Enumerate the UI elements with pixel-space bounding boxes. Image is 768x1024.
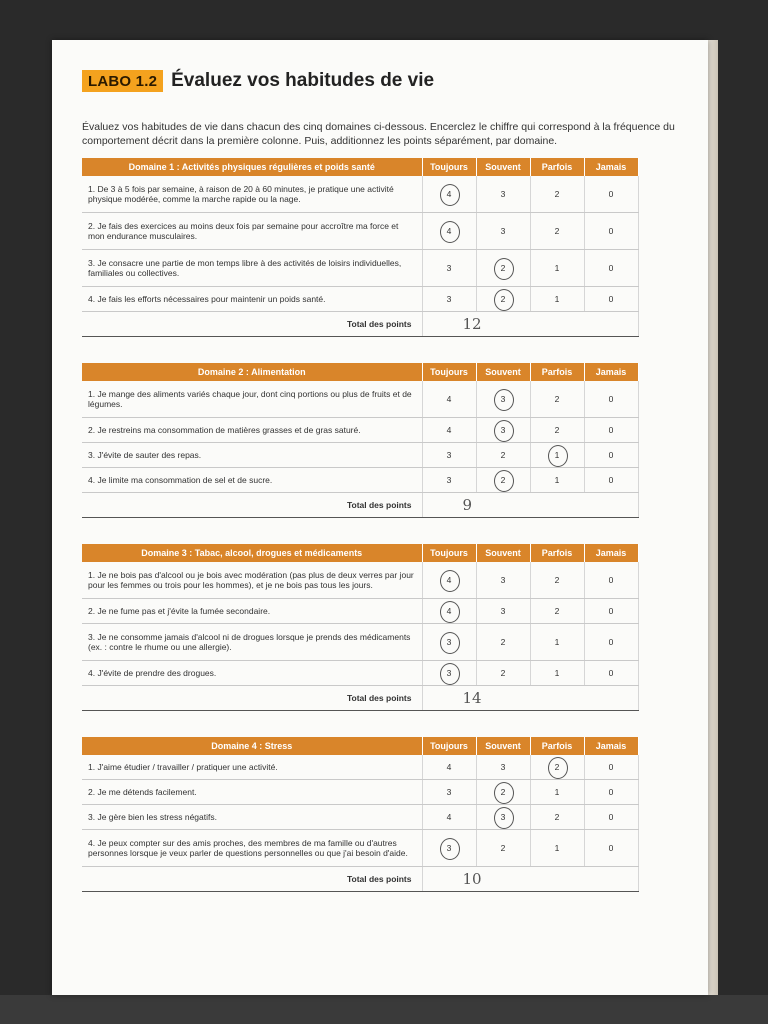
behavior-row bbox=[82, 250, 638, 287]
behavior-row bbox=[82, 624, 638, 661]
score-option[interactable]: 2 bbox=[530, 805, 584, 830]
domain-table bbox=[82, 158, 639, 337]
title-row bbox=[82, 70, 678, 92]
score-option[interactable]: 0 bbox=[584, 213, 638, 250]
behavior-text: 2. Je fais des exercices au moins deux fois par semaine pour accroître ma force et mon endurance musculaires. bbox=[82, 213, 422, 250]
frequency-column-header: Parfois bbox=[530, 737, 584, 755]
score-option[interactable]: 1 bbox=[530, 661, 584, 686]
frequency-column-header: Souvent bbox=[476, 737, 530, 755]
score-option-circled[interactable]: 4 bbox=[422, 562, 476, 599]
score-option[interactable]: 2 bbox=[476, 661, 530, 686]
score-option[interactable]: 2 bbox=[530, 176, 584, 213]
score-option[interactable]: 3 bbox=[422, 780, 476, 805]
frequency-column-header: Parfois bbox=[530, 544, 584, 562]
total-label: Total des points bbox=[82, 686, 422, 711]
table-gap bbox=[82, 711, 678, 727]
score-option[interactable]: 3 bbox=[476, 755, 530, 780]
score-option-circled[interactable]: 1 bbox=[530, 443, 584, 468]
total-row bbox=[82, 867, 638, 892]
behavior-text: 3. Je gère bien les stress négatifs. bbox=[82, 805, 422, 830]
score-option[interactable]: 2 bbox=[476, 624, 530, 661]
behavior-text: 2. Je ne fume pas et j'évite la fumée secondaire. bbox=[82, 599, 422, 624]
behavior-text: 1. Je ne bois pas d'alcool ou je bois avec modération (pas plus de deux verres par jour pour les femmes ou trois pour les hommes), et je ne bois pas tous les jours. bbox=[82, 562, 422, 599]
worksheet-page bbox=[52, 40, 708, 995]
behavior-text: 2. Je me détends facilement. bbox=[82, 780, 422, 805]
frequency-column-header: Parfois bbox=[530, 363, 584, 381]
score-option[interactable]: 3 bbox=[476, 562, 530, 599]
behavior-row bbox=[82, 418, 638, 443]
score-option-circled[interactable]: 2 bbox=[476, 468, 530, 493]
page-title: Évaluez vos habitudes de vie bbox=[171, 70, 435, 91]
behavior-row bbox=[82, 287, 638, 312]
behavior-row bbox=[82, 780, 638, 805]
score-option[interactable]: 0 bbox=[584, 381, 638, 418]
score-option[interactable]: 4 bbox=[422, 418, 476, 443]
behavior-text: 2. Je restreins ma consommation de matières grasses et de gras saturé. bbox=[82, 418, 422, 443]
behavior-row bbox=[82, 443, 638, 468]
score-option[interactable]: 0 bbox=[584, 599, 638, 624]
domain-tables bbox=[82, 158, 678, 892]
desk-background bbox=[0, 995, 768, 1024]
domain-table bbox=[82, 737, 639, 892]
score-option[interactable]: 3 bbox=[476, 213, 530, 250]
score-option[interactable]: 1 bbox=[530, 250, 584, 287]
score-option[interactable]: 3 bbox=[422, 443, 476, 468]
behavior-row bbox=[82, 176, 638, 213]
score-option-circled[interactable]: 2 bbox=[530, 755, 584, 780]
score-option[interactable]: 2 bbox=[530, 213, 584, 250]
domain-title: Domaine 1 : Activités physiques régulières et poids santé bbox=[82, 158, 422, 176]
domain-table bbox=[82, 363, 639, 518]
score-option-circled[interactable]: 3 bbox=[476, 381, 530, 418]
total-label: Total des points bbox=[82, 867, 422, 892]
frequency-column-header: Toujours bbox=[422, 158, 476, 176]
frequency-column-header: Toujours bbox=[422, 363, 476, 381]
score-option[interactable]: 0 bbox=[584, 805, 638, 830]
score-option-circled[interactable]: 4 bbox=[422, 599, 476, 624]
score-option[interactable]: 2 bbox=[530, 599, 584, 624]
score-option[interactable]: 0 bbox=[584, 624, 638, 661]
behavior-row bbox=[82, 381, 638, 418]
labo-badge: LABO 1.2 bbox=[82, 70, 163, 92]
total-value-handwritten[interactable]: 10 bbox=[422, 867, 638, 892]
page-edge bbox=[708, 40, 718, 995]
total-value-handwritten[interactable]: 14 bbox=[422, 686, 638, 711]
behavior-row bbox=[82, 562, 638, 599]
score-option[interactable]: 2 bbox=[530, 562, 584, 599]
behavior-text: 3. J'évite de sauter des repas. bbox=[82, 443, 422, 468]
frequency-column-header: Souvent bbox=[476, 158, 530, 176]
frequency-column-header: Souvent bbox=[476, 544, 530, 562]
score-option[interactable]: 2 bbox=[476, 443, 530, 468]
score-option[interactable]: 0 bbox=[584, 287, 638, 312]
score-option[interactable]: 1 bbox=[530, 780, 584, 805]
table-gap bbox=[82, 518, 678, 534]
score-option[interactable]: 3 bbox=[422, 287, 476, 312]
score-option[interactable]: 0 bbox=[584, 443, 638, 468]
score-option-circled[interactable]: 3 bbox=[422, 830, 476, 867]
total-value-handwritten[interactable]: 12 bbox=[422, 312, 638, 337]
score-option-circled[interactable]: 3 bbox=[422, 624, 476, 661]
domain-table bbox=[82, 544, 639, 711]
frequency-column-header: Parfois bbox=[530, 158, 584, 176]
score-option[interactable]: 0 bbox=[584, 250, 638, 287]
worksheet-content bbox=[82, 70, 678, 892]
domain-title: Domaine 4 : Stress bbox=[82, 737, 422, 755]
score-option[interactable]: 3 bbox=[422, 250, 476, 287]
score-option[interactable]: 3 bbox=[422, 468, 476, 493]
frequency-column-header: Jamais bbox=[584, 737, 638, 755]
score-option[interactable]: 2 bbox=[476, 830, 530, 867]
table-gap bbox=[82, 337, 678, 353]
score-option-circled[interactable]: 2 bbox=[476, 250, 530, 287]
score-option[interactable]: 0 bbox=[584, 755, 638, 780]
behavior-row bbox=[82, 213, 638, 250]
behavior-row bbox=[82, 599, 638, 624]
score-option[interactable]: 4 bbox=[422, 755, 476, 780]
frequency-column-header: Souvent bbox=[476, 363, 530, 381]
behavior-text: 1. J'aime étudier / travailler / pratiquer une activité. bbox=[82, 755, 422, 780]
score-option[interactable]: 1 bbox=[530, 468, 584, 493]
score-option[interactable]: 3 bbox=[476, 599, 530, 624]
frequency-column-header: Toujours bbox=[422, 737, 476, 755]
frequency-column-header: Jamais bbox=[584, 363, 638, 381]
behavior-row bbox=[82, 468, 638, 493]
behavior-text: 4. Je fais les efforts nécessaires pour maintenir un poids santé. bbox=[82, 287, 422, 312]
score-option[interactable]: 1 bbox=[530, 287, 584, 312]
score-option-circled[interactable]: 2 bbox=[476, 780, 530, 805]
behavior-text: 3. Je consacre une partie de mon temps libre à des activités de loisirs individuelles, familiales ou collectives. bbox=[82, 250, 422, 287]
score-option-circled[interactable]: 3 bbox=[476, 418, 530, 443]
score-option[interactable]: 3 bbox=[476, 176, 530, 213]
score-option[interactable]: 0 bbox=[584, 830, 638, 867]
score-option[interactable]: 0 bbox=[584, 780, 638, 805]
score-option[interactable]: 0 bbox=[584, 468, 638, 493]
frequency-column-header: Toujours bbox=[422, 544, 476, 562]
frequency-column-header: Jamais bbox=[584, 544, 638, 562]
score-option-circled[interactable]: 3 bbox=[476, 805, 530, 830]
behavior-row bbox=[82, 661, 638, 686]
score-option[interactable]: 0 bbox=[584, 562, 638, 599]
total-label: Total des points bbox=[82, 312, 422, 337]
behavior-text: 4. Je limite ma consommation de sel et de sucre. bbox=[82, 468, 422, 493]
score-option[interactable]: 2 bbox=[530, 418, 584, 443]
behavior-text: 4. J'évite de prendre des drogues. bbox=[82, 661, 422, 686]
score-option-circled[interactable]: 4 bbox=[422, 176, 476, 213]
behavior-text: 4. Je peux compter sur des amis proches, des membres de ma famille ou d'autres personnes lorsque je veux parler de questions personnelles ou que j'ai besoin d'aide. bbox=[82, 830, 422, 867]
intro-text: Évaluez vos habitudes de vie dans chacun des cinq domaines ci-dessous. Encerclez le chiffre qui correspond à la fréquence du comportement décrit dans la première colonne. Puis, additionnez les points séparément, par domaine. bbox=[82, 121, 675, 147]
score-option[interactable]: 4 bbox=[422, 381, 476, 418]
score-option-circled[interactable]: 4 bbox=[422, 213, 476, 250]
score-option[interactable]: 4 bbox=[422, 805, 476, 830]
domain-title: Domaine 2 : Alimentation bbox=[82, 363, 422, 381]
score-option[interactable]: 0 bbox=[584, 661, 638, 686]
behavior-text: 3. Je ne consomme jamais d'alcool ni de drogues lorsque je prends des médicaments (ex. : contre le rhume ou une allergie). bbox=[82, 624, 422, 661]
frequency-column-header: Jamais bbox=[584, 158, 638, 176]
score-option[interactable]: 1 bbox=[530, 624, 584, 661]
total-label: Total des points bbox=[82, 493, 422, 518]
behavior-text: 1. Je mange des aliments variés chaque jour, dont cinq portions ou plus de fruits et de légumes. bbox=[82, 381, 422, 418]
score-option[interactable]: 0 bbox=[584, 418, 638, 443]
score-option[interactable]: 2 bbox=[530, 381, 584, 418]
behavior-text: 1. De 3 à 5 fois par semaine, à raison de 20 à 60 minutes, je pratique une activité physique modérée, comme la marche rapide ou la nage. bbox=[82, 176, 422, 213]
score-option[interactable]: 1 bbox=[530, 830, 584, 867]
domain-title: Domaine 3 : Tabac, alcool, drogues et médicaments bbox=[82, 544, 422, 562]
total-row bbox=[82, 312, 638, 337]
total-row bbox=[82, 493, 638, 518]
behavior-row bbox=[82, 830, 638, 867]
total-value-handwritten[interactable]: 9 bbox=[422, 493, 638, 518]
score-option-circled[interactable]: 2 bbox=[476, 287, 530, 312]
score-option[interactable]: 0 bbox=[584, 176, 638, 213]
behavior-row bbox=[82, 755, 638, 780]
total-row bbox=[82, 686, 638, 711]
score-option-circled[interactable]: 3 bbox=[422, 661, 476, 686]
behavior-row bbox=[82, 805, 638, 830]
